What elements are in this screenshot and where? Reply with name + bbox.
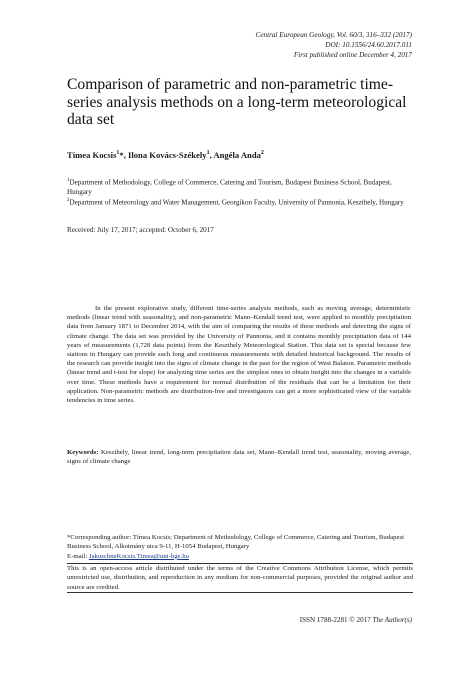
affiliation-number: 2 [67, 198, 70, 203]
affiliation-text: Department of Methodology, College of Commerce, Catering and Tourism, Budapest Business School, Budapest, Hungary [67, 178, 392, 196]
author-affiliation-mark: 1 [116, 150, 120, 157]
journal-published-online: First published online December 4, 2017 [293, 51, 412, 59]
copyright-holder: The Author(s) [372, 616, 412, 624]
license-note: This is an open-access article distributed under the terms of the Creative Commons Attribution License, which permits unrestricted use, distribution, and reproduction in any medium for non-commercial purposes, provided the original author and source are credited. [67, 565, 413, 591]
correspondence-note [67, 533, 411, 561]
issn-copyright: ISSN 1788-2281 © 2017 [299, 616, 371, 624]
keywords-text: Keszthely, linear trend, long-term precipitation data set, Mann–Kendall trend test, seasonality, moving average, signs of climate change [67, 449, 412, 466]
journal-doi: DOI: 10.1556/24.60.2017.011 [325, 41, 412, 49]
correspondence-email-line [67, 552, 411, 561]
affiliation-text: Department of Meteorology and Water Management, Georgikon Faculty, University of Pannonia, Keszthely, Hungary [69, 198, 404, 207]
author-name: Tímea Kocsis [67, 150, 117, 160]
author-affiliation-mark: 2 [260, 150, 264, 157]
keywords [67, 448, 411, 467]
journal-header [112, 30, 412, 60]
corresponding-mark: * [119, 150, 124, 160]
author-affiliation-mark: 1 [206, 150, 210, 157]
received-dates: Received: July 17, 2017; accepted: October 6, 2017 [67, 226, 214, 234]
affiliation-number: 1 [67, 178, 70, 183]
affiliation [67, 196, 413, 208]
keywords-label: Keywords: [67, 449, 99, 456]
author-name: Ilona Kovács-Székely [128, 150, 207, 160]
email-label: E-mail: [67, 552, 88, 560]
article-title: Comparison of parametric and non-parametric time-series analysis methods on a long-term meteorological data set [67, 76, 407, 129]
author-name: Angéla Anda [213, 150, 261, 160]
author-list: Tímea Kocsis$^1$*, Ilona Kovács-Székely$^1$, Angéla Anda$^2$ [67, 150, 264, 160]
divider [67, 592, 413, 593]
affiliation [67, 176, 413, 197]
journal-citation: Central European Geology, Vol. 60/3, 316–332 (2017) [255, 31, 412, 39]
footer-copyright [300, 616, 412, 624]
correspondence-text: *Corresponding author: Tímea Kocsis; Department of Methodology, College of Commerce, Catering and Tourism, Budapest Business School, Alkotmány utca 9-11, H-1054 Budapest, Hungary [67, 534, 405, 551]
abstract: In the present explorative study, different time-series analysis methods, such as moving average, deterministic methods (linear trend with seasonality), and non-parametric Mann–Kendall trend test, were applied to monthly precipitation data from January 1871 to December 2014, with the aim of comparing the results of these methods and detecting the signs of climate change. The data set was provided by the University of Pannonia, and it contains monthly precipitation data of 144 years of measurements (1,728 data points) from the Keszthely Meteorological Station. This data set is special because few stations in Hungary can provide such long and continuous measurements with detailed historical background. The results of the research can provide insight into the signs of climate change in the past for the region of West Balaton. Parametric methods (linear trend and t-test for slope) for analyzing time series are the simplest ones to obtain insight into the changes in a variable over time. These methods have a requirement for normal distribution of the residuals that can be a limitation for their application. Non-parametric methods are distribution-free and investigators can get a more sophisticated view of the variable tendencies in time series. [67, 305, 411, 405]
email-link[interactable]: JakuschneKocsis.Timea@uni-bge.hu [88, 552, 190, 560]
